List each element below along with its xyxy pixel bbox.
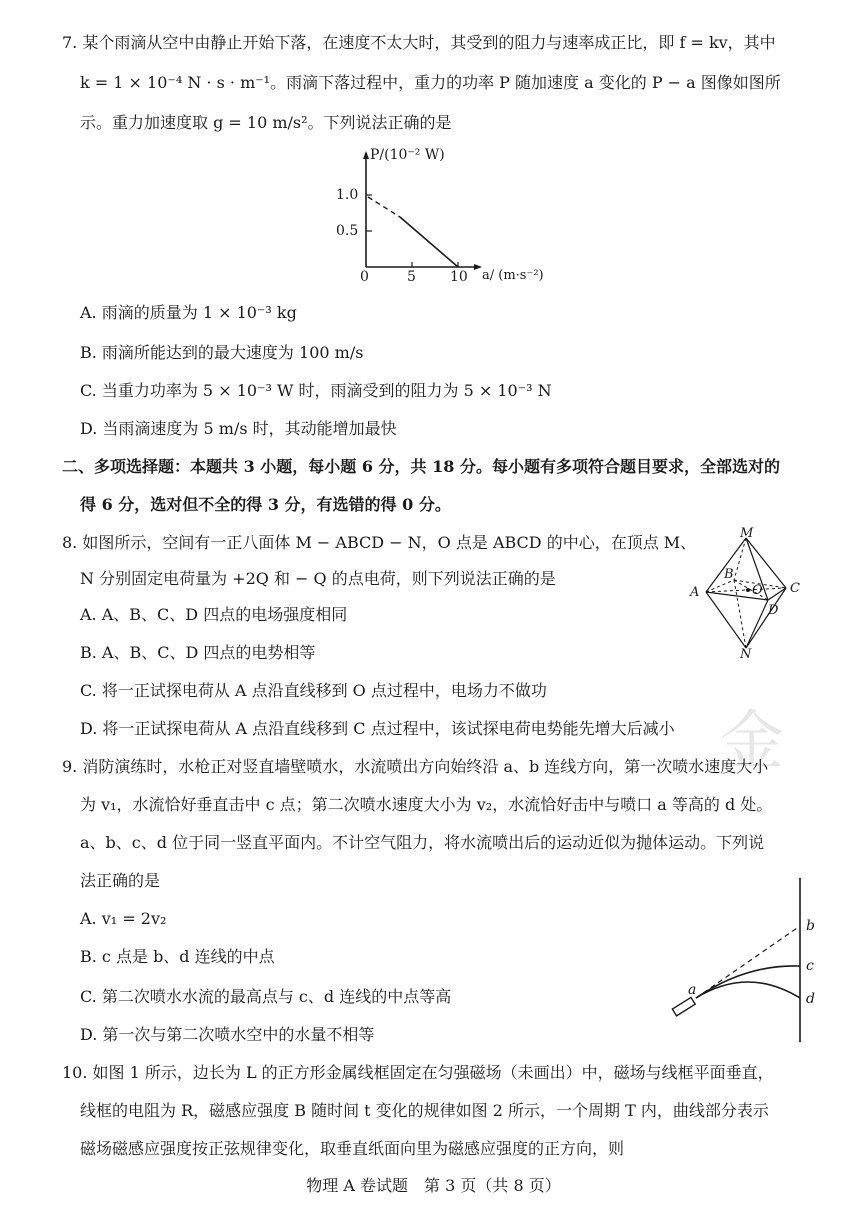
q8-stem-line-2: N 分别固定电荷量为 +2Q 和 − Q 的点电荷，则下列说法正确的是 [80,569,556,588]
graph-xtick-0: 0 [360,269,369,285]
label-M: M [740,526,754,541]
ab-dashed-line [696,926,800,998]
q7-option-a: A. 雨滴的质量为 1 × 10⁻³ kg [80,303,297,322]
label-a: a [688,982,697,998]
graph-y-label: P/(10⁻² W) [370,147,445,163]
graph-xtick-5: 5 [407,269,416,285]
nozzle [672,997,695,1015]
q7-stem-line-2: k = 1 × 10⁻⁴ N · s · m⁻¹。雨滴下落过程中，重力的功率 P 随加速度 a 变化的 P − a 图像如图所 [80,73,781,92]
section-2-header-line-2: 得 6 分，选对但不全的得 3 分，有选错的得 0 分。 [80,495,451,514]
graph-dashed-segment [368,197,400,217]
q9-stem-line-2: 为 v₁，水流恰好垂直击中 c 点；第二次喷水速度大小为 v₂，水流恰好击中与喷口 a 等高的 d 处。 [80,795,773,814]
label-A: A [690,585,700,600]
label-C: C [790,581,800,596]
q7-stem-line-1: 7. 某个雨滴从空中由静止开始下落，在速度不太大时，其受到的阻力与速率成正比，即 f = kv，其中 [62,33,776,52]
q8-option-b: B. A、B、C、D 四点的电势相等 [80,643,316,662]
q9-option-a: A. v₁ = 2v₂ [80,909,167,928]
q9-water-jet-figure [666,870,826,1050]
label-b: b [806,918,815,934]
label-D: D [768,603,779,618]
q9-stem-line-3: a、b、c、d 位于同一竖直平面内。不计空气阻力，将水流喷出后的运动近似为抛体运动。下列说 [80,833,765,852]
label-c: c [806,958,814,974]
label-O: O [752,583,763,598]
second-jet-path [696,982,800,998]
q7-stem-line-3: 示。重力加速度取 g = 10 m/s²。下列说法正确的是 [80,113,452,132]
page-footer: 物理 A 卷试题 第 3 页（共 8 页） [306,1176,561,1195]
q8-option-a: A. A、B、C、D 四点的电场强度相同 [80,605,348,624]
graph-ytick-1: 1.0 [336,187,359,203]
q8-option-c: C. 将一正试探电荷从 A 点沿直线移到 O 点过程中，电场力不做功 [80,681,547,700]
label-N: N [740,647,752,662]
q7-option-d: D. 当雨滴速度为 5 m/s 时，其动能增加最快 [80,419,397,438]
label-B: B [724,567,734,582]
graph-solid-segment [400,217,458,267]
q10-stem-line-1: 10. 如图 1 所示，边长为 L 的正方形金属线框固定在匀强磁场（未画出）中，磁场与线框平面垂直， [62,1063,774,1082]
q8-option-d: D. 将一正试探电荷从 A 点沿直线移到 C 点过程中，该试探电荷电势能先增大后减小 [80,719,675,738]
q9-option-d: D. 第一次与第二次喷水空中的水量不相等 [80,1025,375,1044]
q9-stem-line-1: 9. 消防演练时，水枪正对竖直墙壁喷水，水流喷出方向始终沿 a、b 连线方向，第一次喷水速度大小 [62,757,769,776]
q7-p-a-graph [330,145,550,285]
q9-option-c: C. 第二次喷水水流的最高点与 c、d 连线的中点等高 [80,987,452,1006]
graph-xtick-10: 10 [450,269,468,285]
watermark: 金 [720,705,784,779]
label-d: d [806,991,815,1007]
graph-ytick-05: 0.5 [336,223,359,239]
q7-option-b: B. 雨滴所能达到的最大速度为 100 m/s [80,343,364,362]
q8-stem-line-1: 8. 如图所示，空间有一正八面体 M − ABCD − N，O 点是 ABCD 的中心，在顶点 M、 [62,533,697,552]
q9-option-b: B. c 点是 b、d 连线的中点 [80,947,275,966]
q9-stem-line-4: 法正确的是 [80,871,161,890]
section-2-header-line-1: 二、多项选择题：本题共 3 小题，每小题 6 分，共 18 分。每小题有多项符合题目要求，全部选对的 [62,457,780,476]
q7-option-c: C. 当重力功率为 5 × 10⁻³ W 时，雨滴受到的阻力为 5 × 10⁻³ N [80,381,552,400]
q10-stem-line-3: 磁场磁感应强度按正弦规律变化，取垂直纸面向里为磁感应强度的正方向，则 [80,1139,625,1158]
q8-octahedron-figure [684,526,814,662]
q10-stem-line-2: 线框的电阻为 R，磁感应强度 B 随时间 t 变化的规律如图 2 所示，一个周期 T 内，曲线部分表示 [80,1101,769,1120]
graph-x-label: a/ (m·s⁻²) [482,268,544,283]
